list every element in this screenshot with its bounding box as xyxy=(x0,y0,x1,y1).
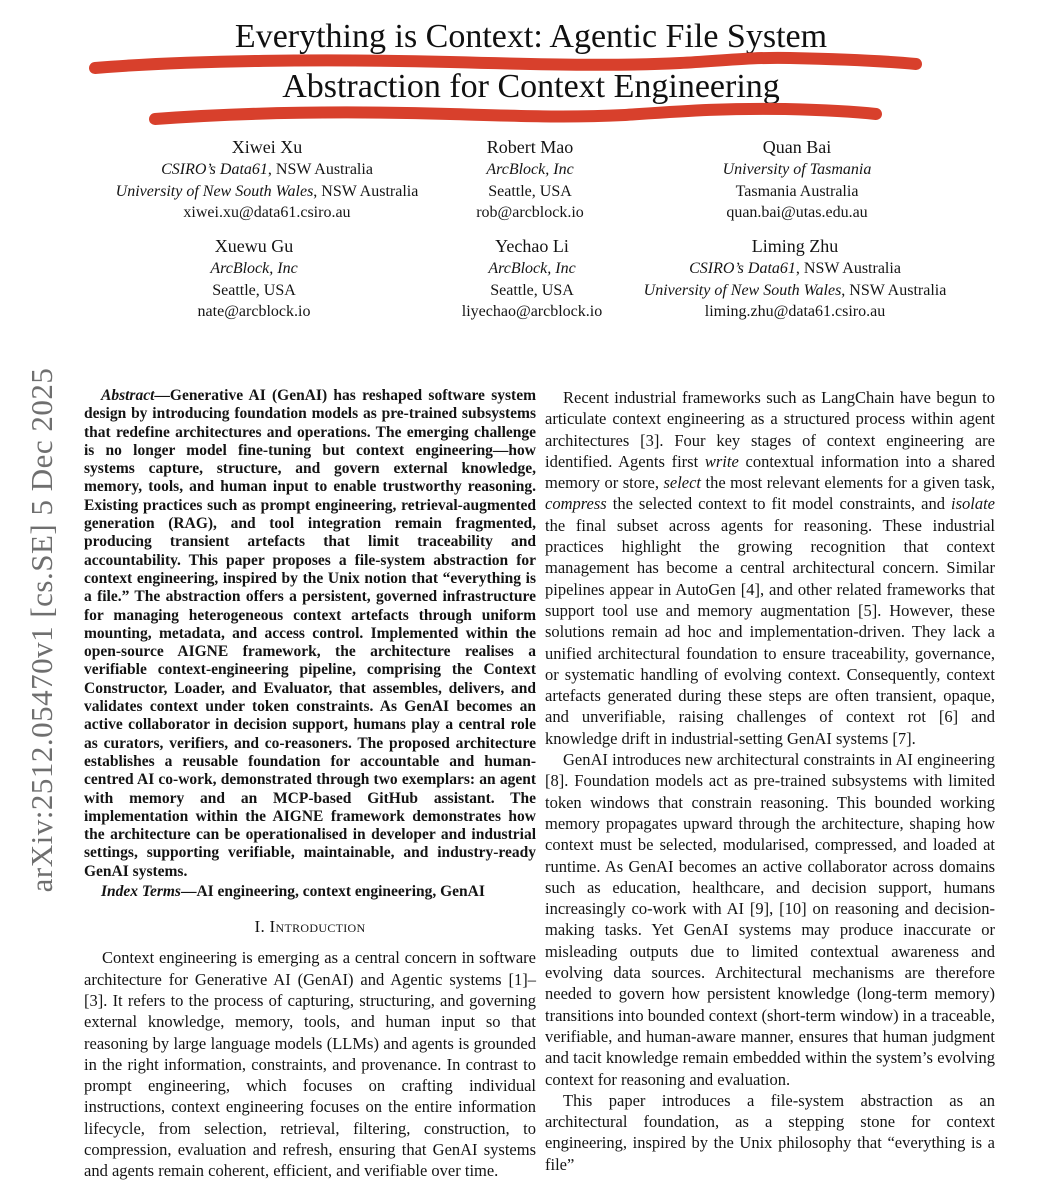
author-affiliation-1: University of Tasmania xyxy=(722,161,872,178)
author-affiliation-2: Seattle, USA xyxy=(212,281,296,299)
author-affiliation-1: CSIRO’s Data61, NSW Australia xyxy=(161,161,373,178)
author-email: liyechao@arcblock.io xyxy=(461,303,603,320)
author-affiliation-1: CSIRO’s Data61, NSW Australia xyxy=(689,260,901,277)
author-name: Liming Zhu xyxy=(751,236,839,256)
arxiv-identifier-stamp: arXiv:2512.05470v1 [cs.SE] 5 Dec 2025 xyxy=(24,367,59,893)
author-email: rob@arcblock.io xyxy=(476,204,584,221)
author-name: Robert Mao xyxy=(486,137,574,157)
author-affiliation-2: Seattle, USA xyxy=(488,182,572,200)
author-name: Xuewu Gu xyxy=(214,236,294,256)
author-affiliation-2: Seattle, USA xyxy=(490,281,574,299)
author-block-robert-mao xyxy=(476,136,584,224)
author-email: quan.bai@utas.edu.au xyxy=(726,204,868,221)
author-block-xiwei-xu xyxy=(116,136,419,224)
abstract-text: —Generative AI (GenAI) has reshaped software system design by introducing foundation models as pre-trained subsystems that redefine architectures and operations. The emerging challenge is no longer model fine-tuning but context engineering—how systems capture, structure, and govern external knowledge, memory, tools, and human input to enable trustworthy reasoning. Existing practices such as prompt engineering, retrieval-augmented generation (RAG), and tool integration remain fragmented, producing transient artefacts that limit traceability and accountability. This paper proposes a file-system abstraction for context engineering, inspired by the Unix notion that “everything is a file.” The abstraction offers a persistent, governed infrastructure for managing heterogeneous context artefacts through uniform mounting, metadata, and access control. Implemented within the open-source AIGNE framework, the architecture realises a verifiable context-engineering pipeline, comprising the Context Constructor, Loader, and Evaluator, that assembles, delivers, and validates context under token constraints. As GenAI becomes an active collaborator in decision support, humans play a central role as curators, verifiers, and co-reasoners. The proposed architecture establishes a reusable foundation for accountable and human-centred AI co-work, demonstrated through two exemplars: an agent with memory and an MCP-based GitHub assistant. The implementation within the AIGNE framework demonstrates how the architecture can be operationalised in developer and industrial settings, supporting verifiable, maintainable, and industry-ready GenAI systems. xyxy=(84,387,536,880)
author-block-xuewu-gu xyxy=(198,235,311,323)
author-name: Quan Bai xyxy=(762,137,832,157)
index-terms-label: Index Terms xyxy=(101,883,181,901)
paper-title-line-2: Abstraction for Context Engineering xyxy=(282,68,780,105)
author-email: liming.zhu@data61.csiro.au xyxy=(704,303,886,320)
author-block-yechao-li xyxy=(462,235,602,323)
author-affiliation-1: ArcBlock, Inc xyxy=(488,260,576,277)
author-block-liming-zhu xyxy=(644,235,947,323)
author-affiliation-2: University of New South Wales, NSW Australia xyxy=(643,281,947,299)
author-block-quan-bai xyxy=(723,136,872,224)
column-left xyxy=(84,387,536,1182)
intro-paragraph-2: Recent industrial frameworks such as LangChain have begun to articulate context engineering as a structured process within agent architectures [3]. Four key stages of context engineering are identified. Agents first write contextual information into a shared memory or store, select the most relevant elements for a given task, compress the selected context to fit model constraints, and isolate the final subset across agents for reasoning. These industrial practices highlight the growing recognition that context management has become a central architectural concern. Similar pipelines appear in AutoGen [4], and other related frameworks that support tool use and memory augmentation [5]. However, these solutions remain ad hoc and implementation-driven. They lack a unified architectural foundation to ensure traceability, governance, or systematic handling of evolving context. Consequently, context artefacts generated during these steps are often transient, opaque, and unverifiable, raising challenges of context rot [6] and knowledge drift in industrial-setting GenAI systems [7]. xyxy=(545,388,995,748)
abstract-paragraph xyxy=(84,387,536,881)
paper-title-line-1: Everything is Context: Agentic File System xyxy=(234,18,828,55)
index-terms-text: —AI engineering, context engineering, GenAI xyxy=(180,883,485,901)
abstract-label: Abstract xyxy=(101,387,155,404)
author-email: nate@arcblock.io xyxy=(197,303,311,320)
author-affiliation-2: Tasmania Australia xyxy=(735,182,859,200)
author-email: xiwei.xu@data61.csiro.au xyxy=(183,204,351,221)
section-heading-introduction: I. Introduction xyxy=(254,917,366,937)
intro-paragraph-3: GenAI introduces new architectural constraints in AI engineering [8]. Foundation models act as pre-trained subsystems with limited token windows that constrain reasoning. This bounded working memory propagates upward through the architecture, shaping how context must be selected, modularised, compressed, and loaded at runtime. As GenAI becomes an active collaborator across domains such as education, healthcare, and decision support, humans increasingly co-work with AI [9], [10] on reasoning and decision-making tasks. Yet GenAI systems may produce inaccurate or misleading outputs due to limited contextual awareness and evolving data sources. Architectural mechanisms are therefore needed to govern how persistent knowledge (long-term memory) transitions into bounded context (short-term window) in a traceable, verifiable, and human-aware manner, ensures that human judgment and tacit knowledge remain embedded within the system’s evolving context for reasoning and evaluation. xyxy=(545,750,995,1089)
author-affiliation-1: ArcBlock, Inc xyxy=(486,161,574,178)
author-affiliation-2: University of New South Wales, NSW Australia xyxy=(115,182,419,200)
index-terms xyxy=(84,883,536,901)
paper-title xyxy=(0,12,1062,112)
intro-paragraph-4: This paper introduces a file-system abstraction as an architectural foundation, as a stepping stone for context engineering, inspired by the Unix philosophy that “everything is a file” xyxy=(545,1090,995,1174)
column-right xyxy=(545,387,995,1175)
author-affiliation-1: ArcBlock, Inc xyxy=(210,260,298,277)
author-name: Xiwei Xu xyxy=(231,137,303,157)
author-name: Yechao Li xyxy=(495,236,569,256)
intro-paragraph-1: Context engineering is emerging as a central concern in software architecture for Generative AI (GenAI) and Agentic systems [1]–[3]. It refers to the process of capturing, structuring, and governing external knowledge, memory, tools, and human input so that reasoning by large language models (LLMs) and agents is grounded in the right information, constraints, and provenance. In contrast to prompt engineering, which focuses on crafting individual instructions, context engineering focuses on the entire information lifecycle, from selection, retrieval, filtering, construction, to compression, evaluation and refresh, ensuring that GenAI systems and agents remain coherent, efficient, and verifiable over time. xyxy=(84,948,536,1181)
